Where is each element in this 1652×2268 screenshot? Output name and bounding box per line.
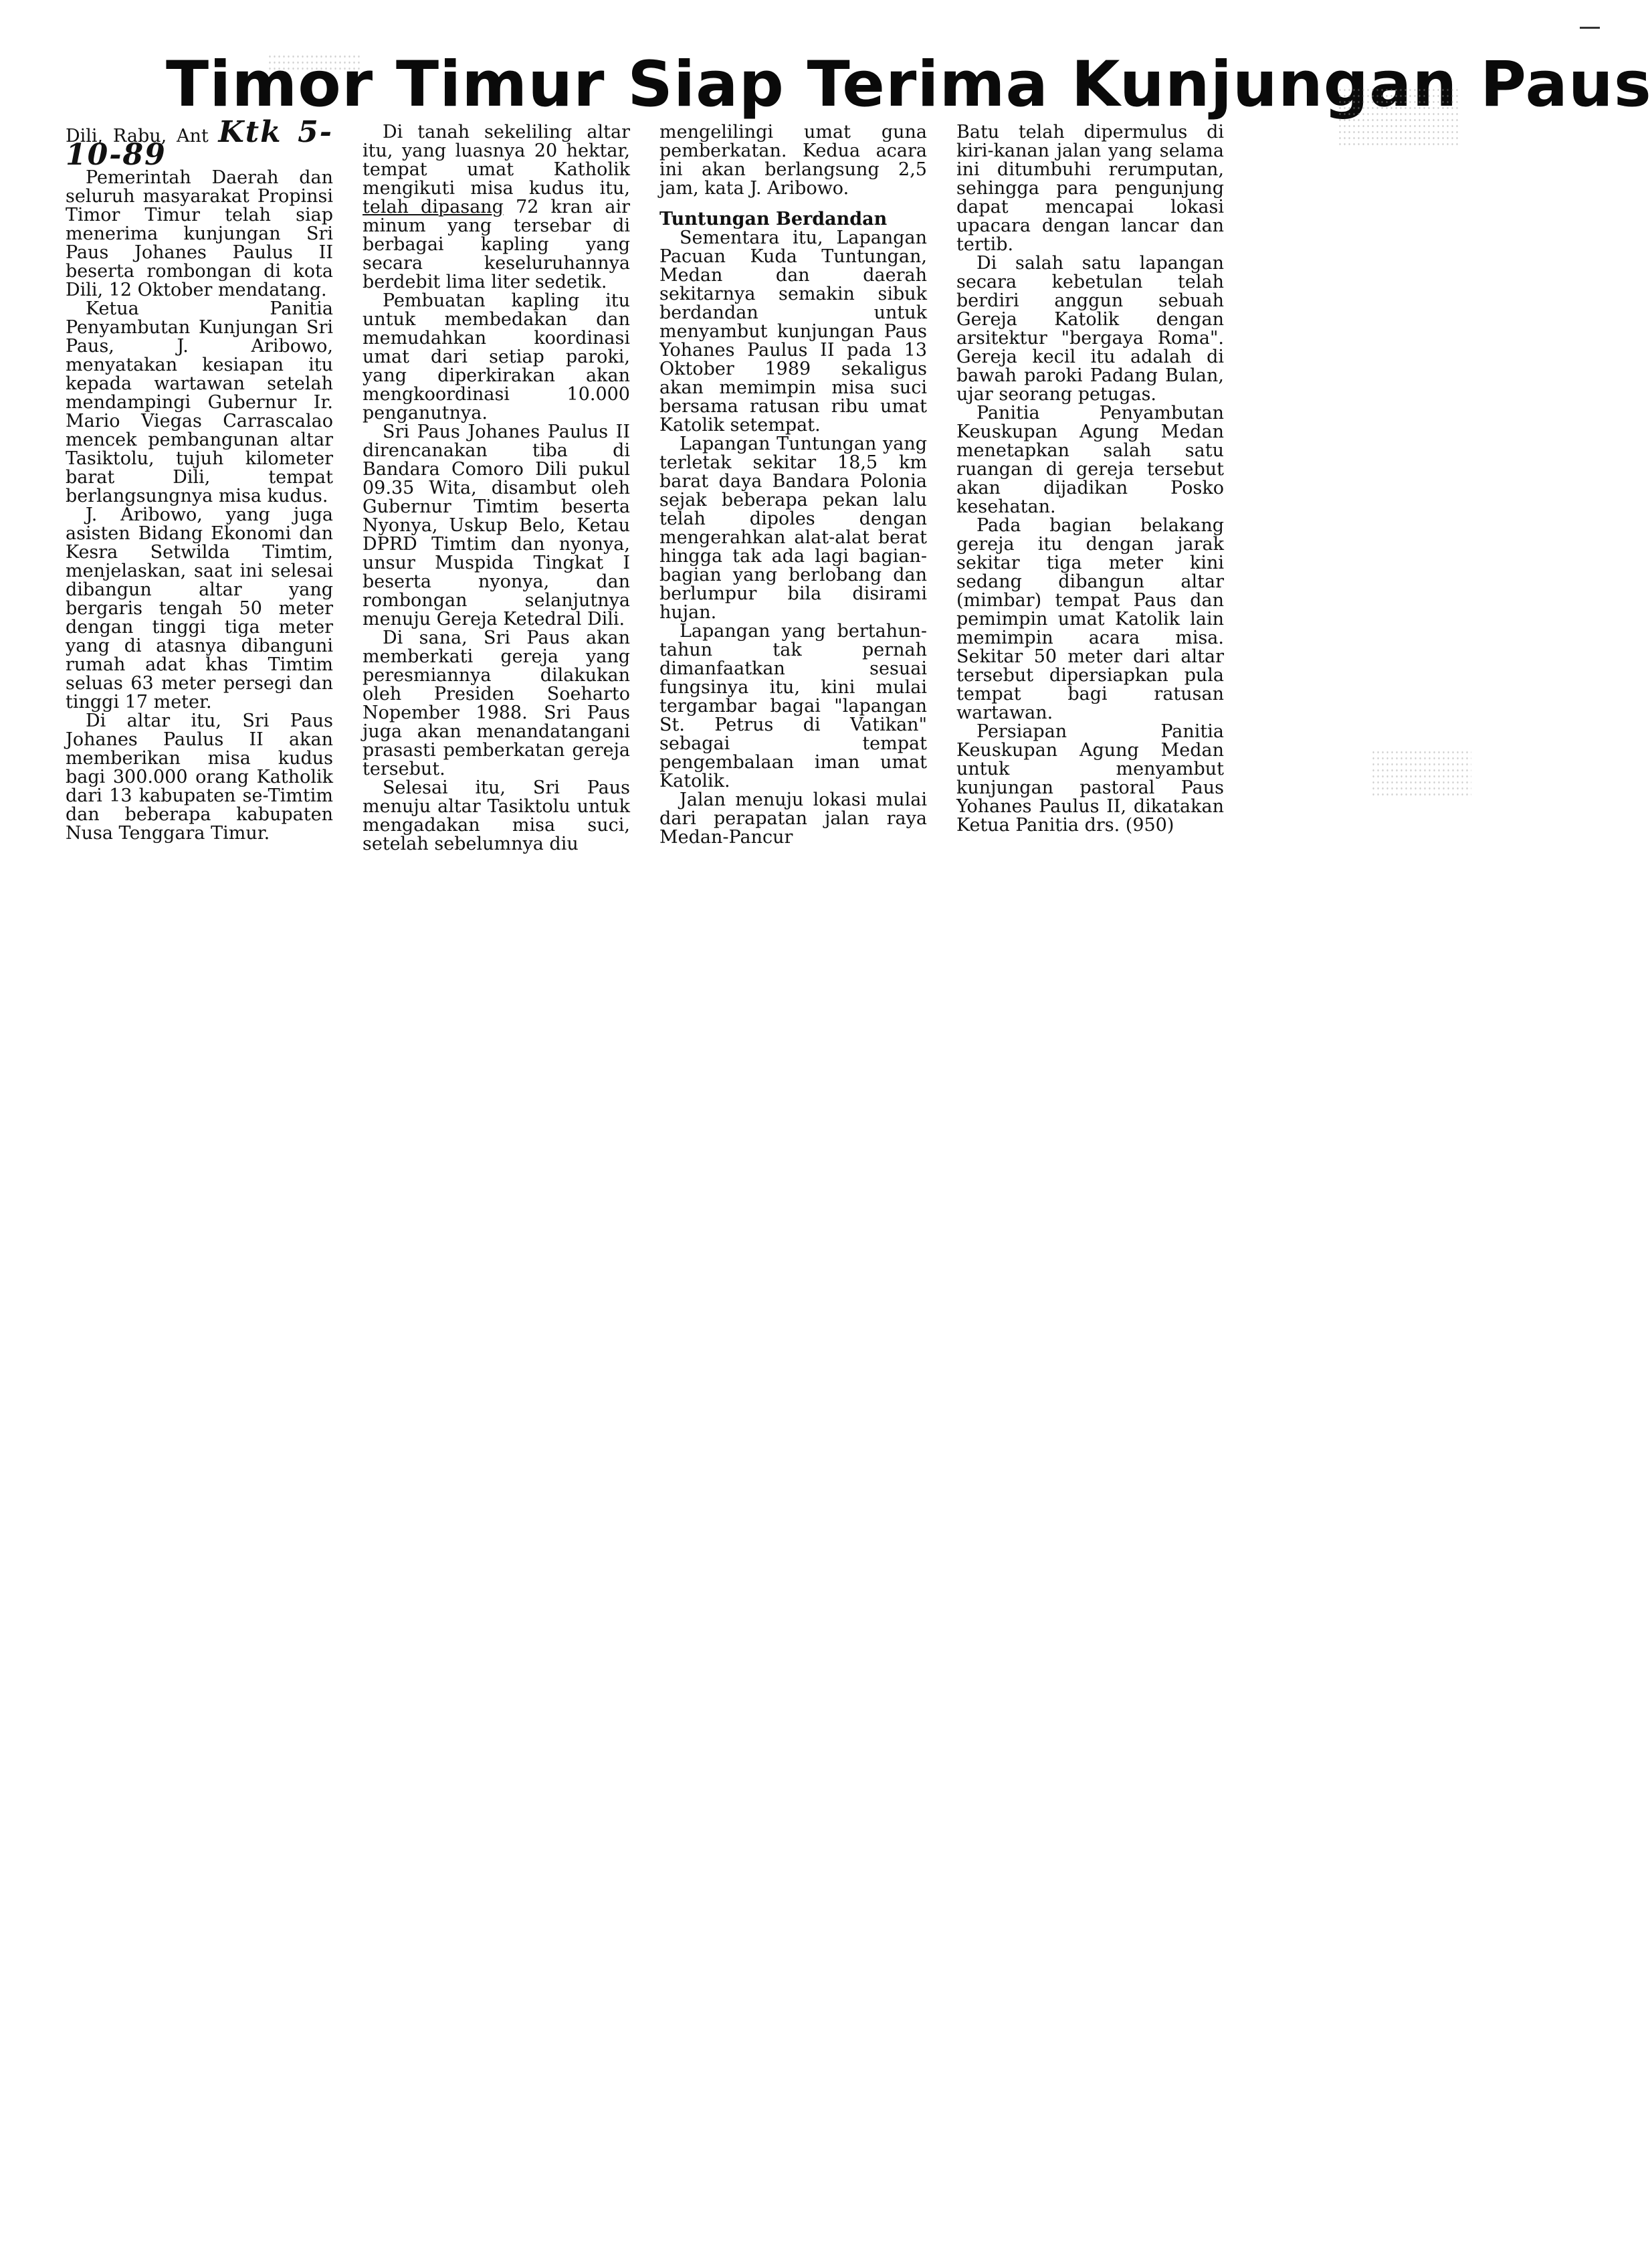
article-body <box>66 115 1524 854</box>
paragraph: mengelilingi umat guna pemberkatan. Kedua acara ini akan berlangsung 2,5 jam, kata J. Aribowo. <box>659 122 927 199</box>
article-column-1 <box>66 115 333 844</box>
article-column-4 <box>956 122 1224 836</box>
paragraph: Pembuatan kapling itu untuk membedakan dan memudahkan koordinasi umat dari setiap paroki, yang diperkirakan akan mengkoordinasi 10.000 penganutnya. <box>363 290 630 423</box>
paragraph: Di altar itu, Sri Paus Johanes Paulus II akan memberikan misa kudus bagi 300.000 orang Katholik dari 13 kabupaten se-Timtim dan beberapa kabupaten Nusa Tenggara Timur. <box>66 711 333 844</box>
article-column-2 <box>363 122 630 854</box>
dateline-line <box>66 115 333 172</box>
dateline: Dili, Rabu, Ant <box>66 126 209 147</box>
scan-mark <box>1580 27 1600 29</box>
article-column-3 <box>659 122 927 848</box>
paragraph-block <box>363 123 630 292</box>
paragraph: Di sana, Sri Paus akan memberkati gereja yang peresmiannya dilakukan oleh Presiden Soeharto Nopember 1988. Sri Paus juga akan menandatangani prasasti pemberkatan gereja tersebut. <box>363 628 630 779</box>
paragraph: Lapangan yang bertahun-tahun tak pernah dimanfaatkan sesuai fungsinya itu, kini mulai tergambar bagai "lapangan St. Petrus di Vatikan" sebagai tempat pengembalaan iman umat Katolik. <box>659 621 927 791</box>
paragraph: J. Aribowo, yang juga asisten Bidang Ekonomi dan Kesra Setwilda Timtim, menjelaskan, saat ini selesai dibangun altar yang bergaris tengah 50 meter dengan tinggi tiga meter yang di atasnya dibanguni rumah adat khas Timtim seluas 63 meter persegi dan tinggi 17 meter. <box>66 504 333 713</box>
underlined-text: telah dipasang <box>363 197 504 217</box>
paragraph-text: 72 kran air minum yang tersebar di berbagai kapling yang secara keseluruhannya berdebit lima liter sedetik. <box>363 197 630 292</box>
paragraph: Di salah satu lapangan secara kebetulan telah berdiri anggun sebuah Gereja Katolik dengan arsitektur "bergaya Roma". Gereja kecil itu adalah di bawah paroki Padang Bulan, ujar seorang petugas. <box>956 253 1224 405</box>
subheading: Tuntungan Berdandan <box>659 209 888 229</box>
paragraph: Sementara itu, Lapangan Pacuan Kuda Tuntungan, Medan dan daerah sekitarnya semakin sibuk berdandan untuk menyambut kunjungan Paus Yohanes Paulus II pada 13 Oktober 1989 sekaligus akan memimpin misa suci bersama ratusan ribu umat Katolik setempat. <box>659 227 927 436</box>
paragraph: Batu telah dipermulus di kiri-kanan jalan yang selama ini ditumbuhi rerumputan, sehingga para pengunjung dapat mencapai lokasi upacara dengan lancar dan tertib. <box>956 122 1224 255</box>
paragraph: Ketua Panitia Penyambutan Kunjungan Sri Paus, J. Aribowo, menyatakan kesiapan itu kepada wartawan setelah mendampingi Gubernur Ir. Mario Viegas Carrascalao mencek pembangunan altar Tasiktolu, tujuh kilometer barat Dili, tempat berlangsungnya misa kudus. <box>66 298 333 506</box>
paragraph: Lapangan Tuntungan yang terletak sekitar 18,5 km barat daya Bandara Polonia sejak beberapa pekan lalu telah dipoles dengan mengerahkan alat-alat berat hingga tak ada lagi bagian-bagian yang berlobang dan berlumpur bila disirami hujan. <box>659 434 927 623</box>
newspaper-clipping <box>66 48 1652 854</box>
paragraph: Jalan menuju lokasi mulai dari perapatan jalan raya Medan-Pancur <box>659 789 927 848</box>
paragraph: Persiapan Panitia Keuskupan Agung Medan untuk menyambut kunjungan pastoral Paus Yohanes Paulus II, dikatakan Ketua Panitia drs. (950) <box>956 721 1224 836</box>
paragraph: Pemerintah Daerah dan seluruh masyarakat Propinsi Timor Timur telah siap menerima kunjungan Sri Paus Johanes Paulus II beserta rombongan di kota Dili, 12 Oktober mendatang. <box>66 167 333 300</box>
paragraph: Sri Paus Johanes Paulus II direncanakan tiba di Bandara Comoro Dili pukul 09.35 Wita, disambut oleh Gubernur Timtim beserta Nyonya, Uskup Belo, Ketau DPRD Timtim dan nyonya, unsur Muspida Tingkat I beserta nyonya, dan rombongan selanjutnya menuju Gereja Ketedral Dili. <box>363 421 630 630</box>
paragraph: Pada bagian belakang gereja itu dengan jarak sekitar tiga meter kini sedang dibangun altar (mimbar) tempat Paus dan pemimpin umat Katolik lain memimpin acara misa. Sekitar 50 meter dari altar tersebut dipersiapkan pula tempat bagi ratusan wartawan. <box>956 515 1224 723</box>
article-headline: Timor Timur Siap Terima Kunjungan Paus <box>166 48 1652 121</box>
paragraph: Panitia Penyambutan Keuskupan Agung Medan menetapkan salah satu ruangan di gereja tersebut akan dijadikan Posko kesehatan. <box>956 403 1224 517</box>
paragraph-text: Di tanah sekeliling altar itu, yang luasnya 20 hektar, tempat umat Katholik mengikuti misa kudus itu, <box>363 122 630 199</box>
paragraph: Selesai itu, Sri Paus menuju altar Tasiktolu untuk mengadakan misa suci, setelah sebelumnya diu <box>363 777 630 854</box>
handwritten-note: Ktk 5-10-89 <box>66 115 333 172</box>
